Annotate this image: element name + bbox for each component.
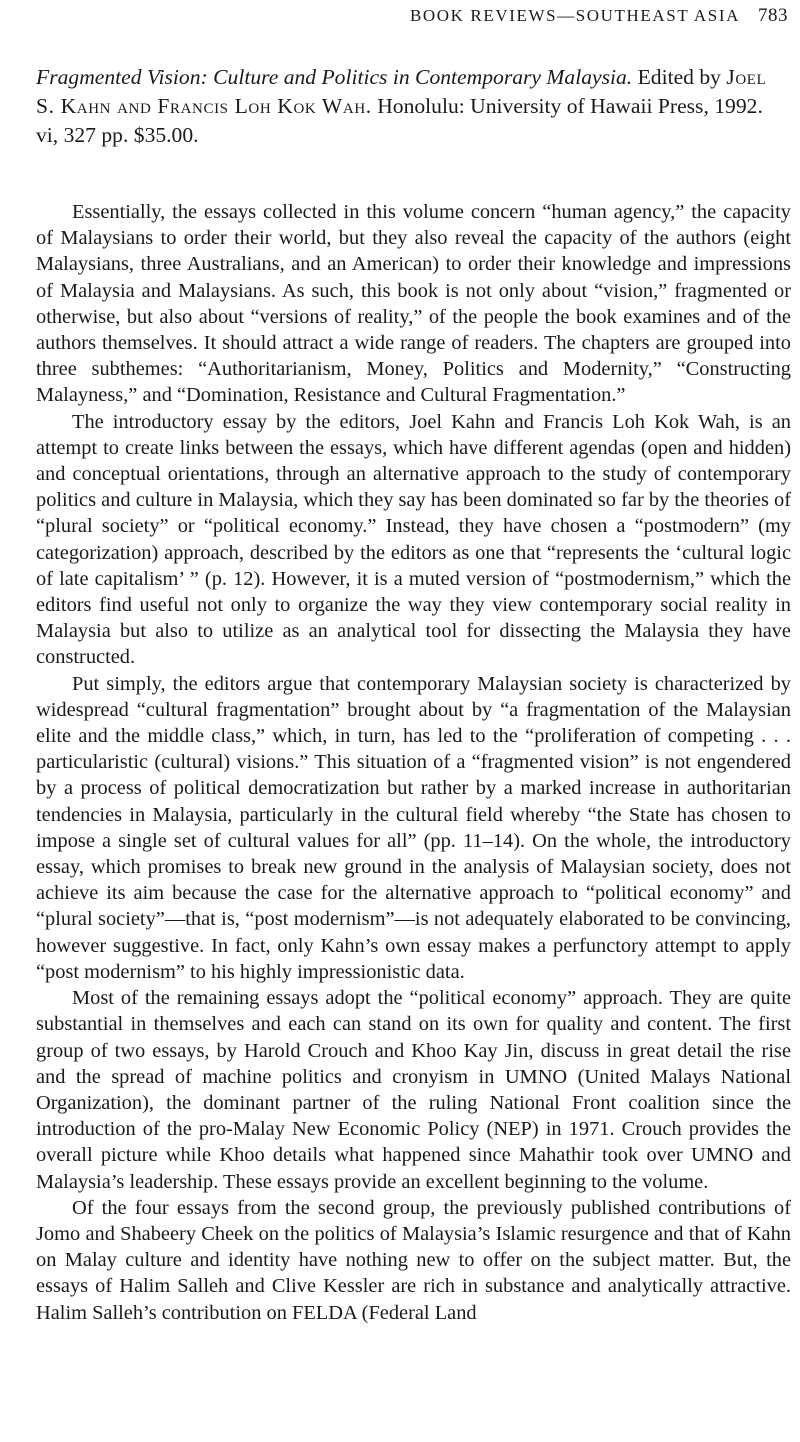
review-paragraph-4: Most of the remaining essays adopt the “political economy” approach. They are quite substantial in themselves and each can stand on its own for quality and content. The first group of two essays, by Harold Crouch and Khoo Kay Jin, discuss in great detail the rise and the spread of machine politics and cronyism in UMNO (United Malays National Organization), the dominant partner of the ruling National Front coalition since the introduction of the pro-Malay New Economic Policy (NEP) in 1971. Crouch provides the overall picture while Khoo details what happened since Mahathir took over UMNO and Malaysia’s leadership. These essays provide an excellent beginning to the volume. xyxy=(36,987,791,1193)
review-paragraph-3: Put simply, the editors argue that contemporary Malaysian society is characterized by widespread “cultural fragmentation” brought about by “a fragmentation of the Malaysian elite and the middle class,” which, in turn, has led to the “proliferation of competing . . . particularistic (cultural) visions.” This situation of a “fragmented vision” is not engendered by a process of political democratization but rather by a marked increase in authoritarian tendencies in Malaysia, particularly in the cultural field whereby “the State has chosen to impose a single set of cultural values for all” (pp. 11–14). On the whole, the introductory essay, which promises to break new ground in the analysis of Malaysian society, does not achieve its aim because the case for the alternative approach to “political economy” and “plural society”—that is, “post modernism”—is not adequately elaborated to be convincing, however suggestive. In fact, only Kahn’s own essay makes a perfunctory attempt to apply “post modernism” to his highly impressionistic data. xyxy=(36,672,791,983)
running-head xyxy=(410,2,788,30)
book-title: Fragmented Vision: Culture and Politics in Contemporary Malaysia. xyxy=(36,65,633,89)
running-head-title: BOOK REVIEWS—SOUTHEAST ASIA xyxy=(409,6,740,25)
review-paragraph-5: Of the four essays from the second group, the previously published contributions of Jomo and Shabeery Cheek on the politics of Malaysia’s Islamic resurgence and that of Kahn on Malay culture and identity have nothing new to offer on the subject matter. But, the essays of Halim Salleh and Clive Kessler are rich in substance and analytically attractive. Halim Salleh’s contribution on FELDA (Federal Land xyxy=(36,1196,791,1324)
review-paragraph-2: The introductory essay by the editors, Joel Kahn and Francis Loh Kok Wah, is an attempt to create links between the essays, which have different agendas (open and hidden) and conceptual orientations, through an alternative approach to the study of contemporary politics and culture in Malaysia, which they say has been dominated so far by the theories of “plural society” or “political economy.” Instead, they have chosen a “postmodern” (my categorization) approach, described by the editors as one that “represents the ‘cultural logic of late capitalism’ ” (p. 12). However, it is a muted version of “postmodernism,” which the editors find useful not only to organize the way they view contemporary social reality in Malaysia but also to utilize as an analytical tool for dissecting the Malaysia they have constructed. xyxy=(36,410,791,669)
review-paragraph-1: Essentially, the essays collected in this volume concern “human agency,” the capacity of Malaysians to order their world, but they also reveal the capacity of the authors (eight Malaysians, three Australians, and an American) to order their knowledge and impressions of Malaysia and Malaysians. As such, this book is not only about “vision,” fragmented or otherwise, but also about “versions of reality,” of the people the book examines and of the authors themselves. It should attract a wide range of readers. The chapters are grouped into three subthemes: “Authoritarianism, Money, Politics and Modernity,” “Constructing Malayness,” and “Domination, Resistance and Cultural Fragmentation.” xyxy=(36,201,791,407)
book-citation xyxy=(36,63,786,150)
review-body xyxy=(36,199,791,1326)
edited-by-label: Edited by xyxy=(637,65,721,89)
publication-details: Honolulu: University of Hawaii Press, 1992. vi, 327 pp. $35.00. xyxy=(36,94,763,147)
book-editors: Joel S. Kahn and Francis Loh Kok Wah. xyxy=(36,65,767,118)
page-number: 783 xyxy=(758,5,788,26)
